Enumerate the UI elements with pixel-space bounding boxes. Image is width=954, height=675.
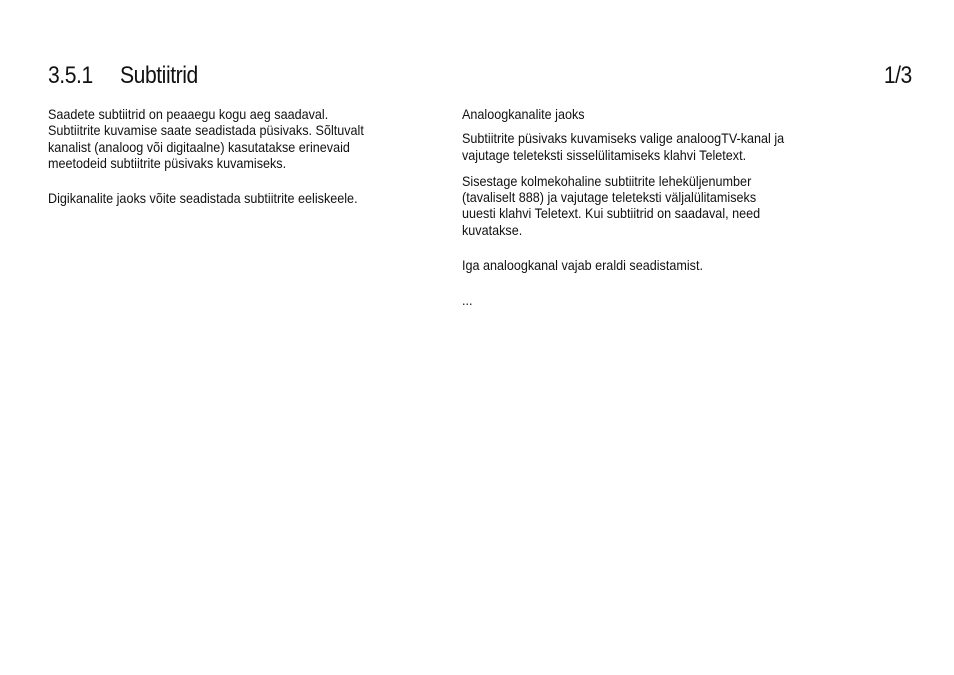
text-line: Digikanalite jaoks võite seadistada subtiitrite eeliskeele. [48, 190, 358, 207]
left-column [48, 106, 428, 206]
text-line: Iga analoogkanal vajab eraldi seadistamist. [462, 257, 703, 274]
right-column [462, 106, 862, 309]
text-line: kanalist (analoog või digitaalne) kasutatakse erinevaid [48, 138, 350, 155]
subsection-heading: Analoogkanalite jaoks [462, 106, 585, 122]
text-line: (tavaliselt 888) ja vajutage teleteksti väljalülitamiseks [462, 189, 757, 206]
text-line: Saadete subtiitrid on peaaegu kogu aeg saadaval. [48, 106, 329, 122]
text-line: vajutage teleteksti sisselülitamiseks klahvi Teletext. [462, 146, 747, 163]
section-title: Subtiitrid [120, 62, 198, 89]
right-paragraph-2 [462, 173, 862, 238]
text-line: kuvatakse. [462, 221, 523, 238]
left-paragraph-2 [48, 190, 428, 206]
right-paragraph-1 [462, 130, 862, 163]
text-line: uuesti klahvi Teletext. Kui subtiitrid on saadaval, need [462, 205, 761, 222]
page-indicator: 1/3 [883, 62, 912, 89]
text-line: meetodeid subtiitrite püsivaks kuvamiseks. [48, 154, 287, 171]
left-paragraph-1 [48, 106, 428, 171]
text-line: Subtiitrite püsivaks kuvamiseks valige analoogTV-kanal ja [462, 130, 785, 147]
page-header [48, 60, 912, 94]
section-number: 3.5.1 [48, 62, 93, 89]
text-line: Subtiitrite kuvamise saate seadistada püsivaks. Sõltuvalt [48, 122, 364, 139]
right-paragraph-3 [462, 257, 862, 273]
continuation-ellipsis: ... [462, 292, 473, 309]
text-line: Sisestage kolmekohaline subtiitrite leheküljenumber [462, 172, 752, 189]
